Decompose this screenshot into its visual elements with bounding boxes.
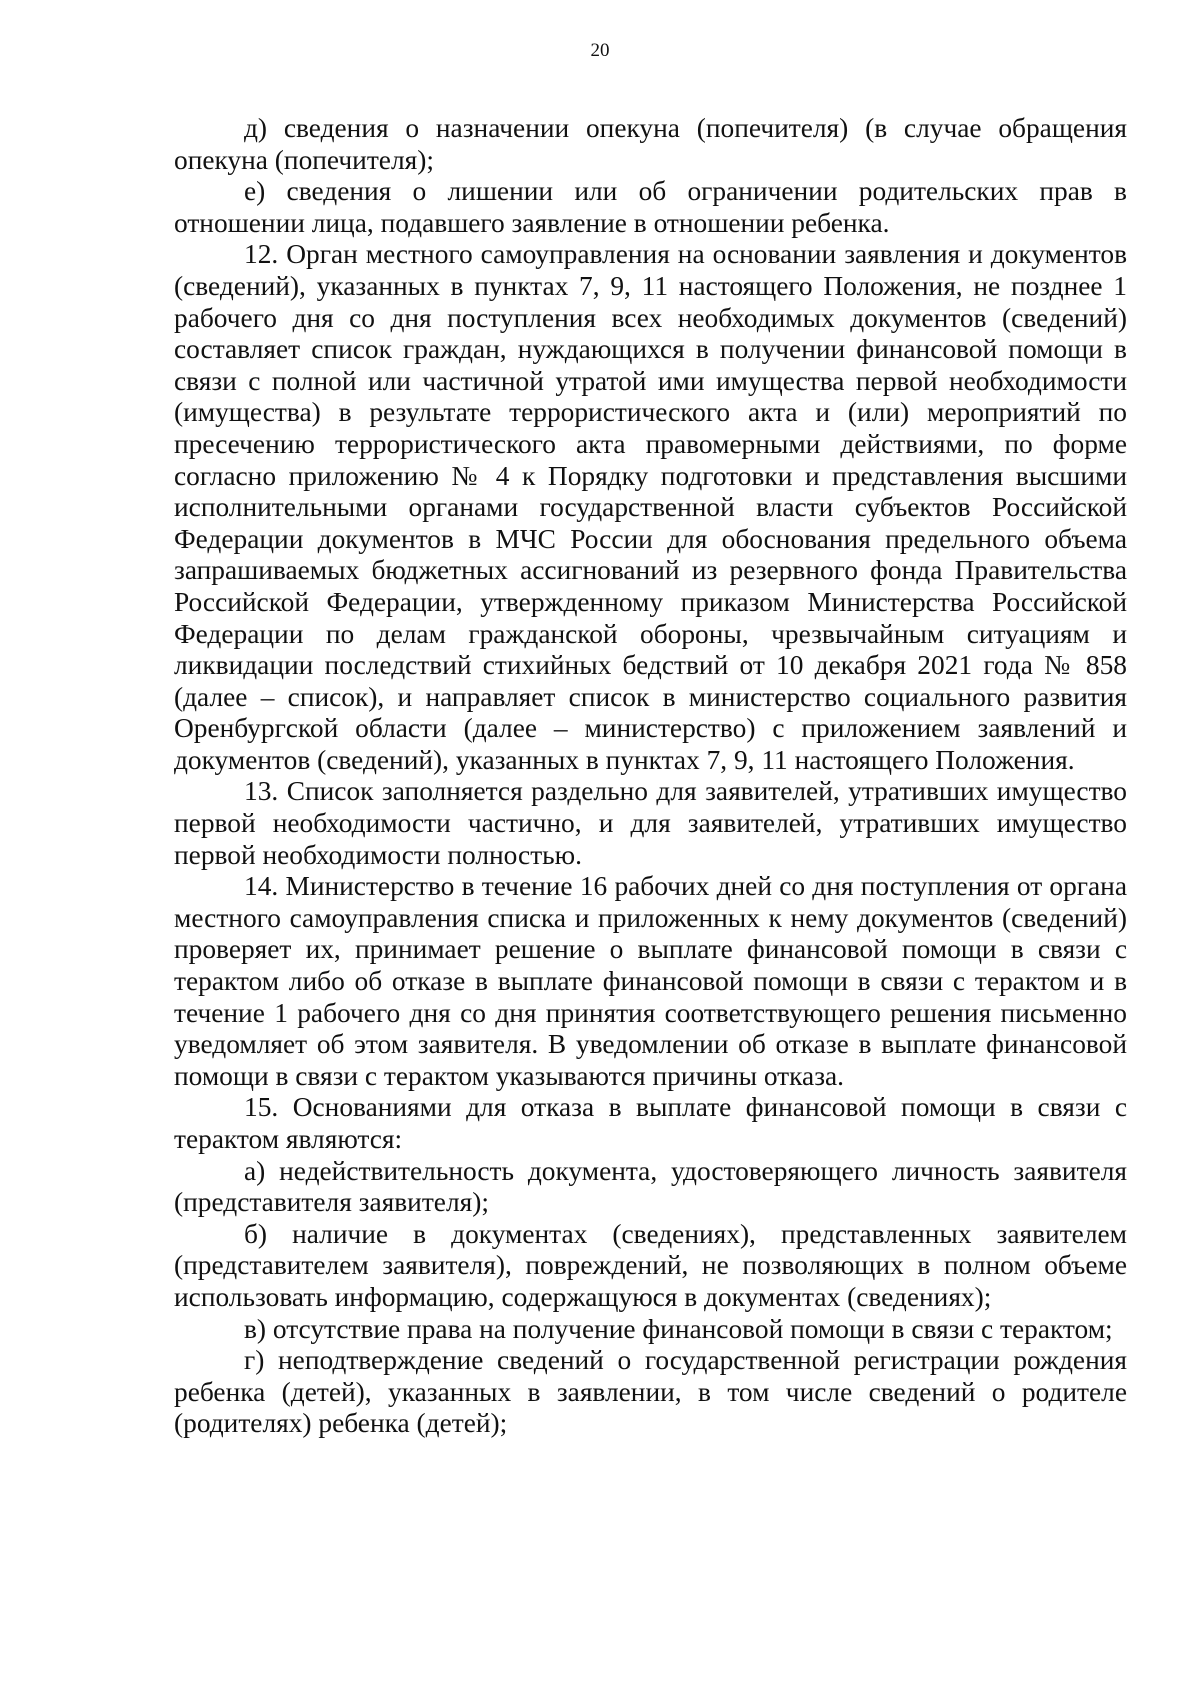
paragraph-14-ministry-decision: 14. Министерство в течение 16 рабочих дней со дня поступления от органа местного самоуправления списка и приложенных к нему документов (сведений) проверяет их, принимает решение о выплате финансовой помощи в связи с терактом либо об отказе в выплате финансовой помощи в связи с терактом и в течение 1 рабочего дня со дня принятия соответствующего решения письменно уведомляет об этом заявителя. В уведомлении об отказе в выплате финансовой помощи в связи с терактом указываются причины отказа. [174,871,1127,1091]
paragraph-e-parental-rights: е) сведения о лишении или об ограничении родительских прав в отношении лица, подавшего заявление в отношении ребенка. [174,176,1127,238]
paragraph-a-invalid-document: а) недействительность документа, удостоверяющего личность заявителя (представителя заявителя); [174,1155,1127,1218]
paragraph-12-list-preparation: 12. Орган местного самоуправления на основании заявления и документов (сведений), указанных в пунктах 7, 9, 11 настоящего Положения, не позднее 1 рабочего дня со дня поступления всех необходимых документов (сведений) составляет список граждан, нуждающихся в получении финансовой помощи в связи с полной или частичной утратой ими имущества первой необходимости (имущества) в результате террористического акта и (или) мероприятий по пресечению террористического акта правомерными действиями, по форме согласно приложению № 4 к Порядку подготовки и представления высшими исполнительными органами государственной власти субъектов Российской Федерации документов в МЧС России для обоснования предельного объема запрашиваемых бюджетных ассигнований из резервного фонда Правительства Российской Федерации, утвержденному приказом Министерства Российской Федерации по делам гражданской обороны, чрезвычайным ситуациям и ликвидации последствий стихийных бедствий от 10 декабря 2021 года № 858 (далее – список), и направляет список в министерство социального развития Оренбургской области (далее – министерство) с приложением заявлений и документов (сведений), указанных в пунктах 7, 9, 11 настоящего Положения. [174,239,1127,775]
paragraph-b-damaged-documents: б) наличие в документах (сведениях), представленных заявителем (представителем заявителя), повреждений, не позволяющих в полном объеме использовать информацию, содержащуюся в документах (сведениях); [174,1218,1127,1312]
document-body [174,113,1127,1440]
paragraph-v-no-right: в) отсутствие права на получение финансовой помощи в связи с терактом; [244,1313,1113,1344]
paragraph-d-guardian: д) сведения о назначении опекуна (попечителя) (в случае обращения опекуна (попечителя); [174,113,1127,175]
paragraph-15-refusal-grounds: 15. Основаниями для отказа в выплате финансовой помощи в связи с терактом являются: [174,1092,1127,1154]
paragraph-13-list-separation: 13. Список заполняется раздельно для заявителей, утративших имущество первой необходимости частично, и для заявителей, утративших имущество первой необходимости полностью. [174,776,1127,870]
page-number: 20 [590,40,610,61]
paragraph-g-birth-registration: г) неподтверждение сведений о государственной регистрации рождения ребенка (детей), указанных в заявлении, в том числе сведений о родителе (родителях) ребенка (детей); [174,1345,1127,1439]
